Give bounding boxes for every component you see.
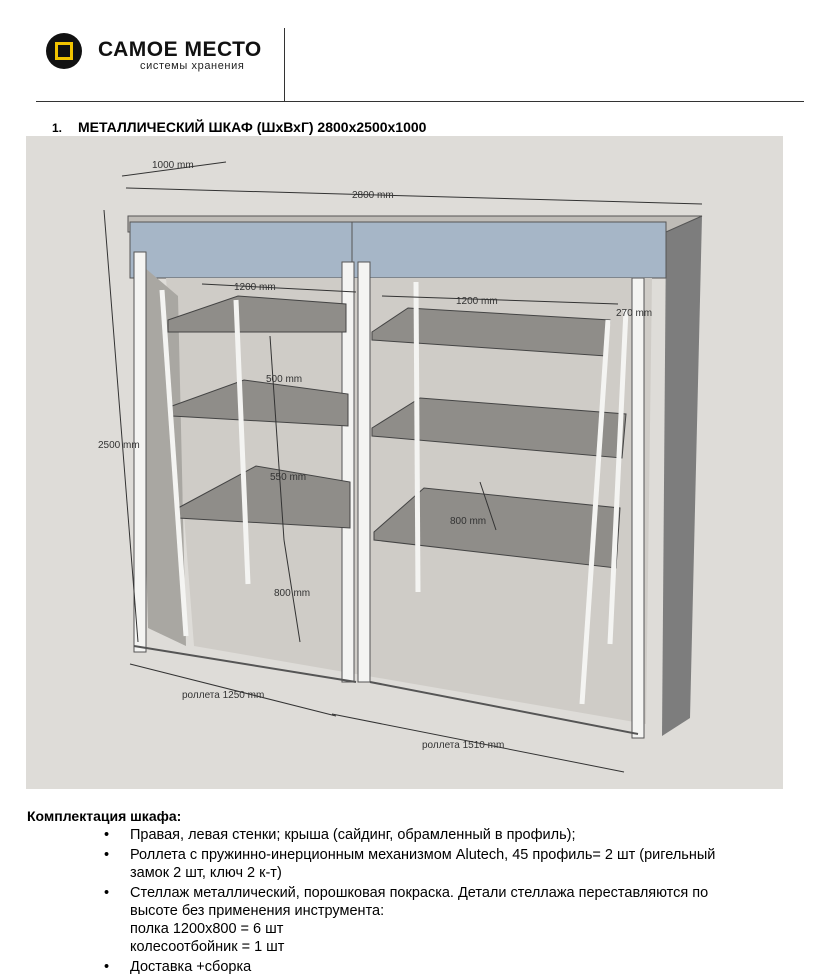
cabinet-drawing [26, 136, 783, 789]
page-header [0, 0, 837, 104]
spec-item-line: полка 1200х800 = 6 шт [130, 921, 284, 937]
section-heading [52, 119, 426, 135]
spec-item-line: Роллета с пружинно-инерционным механизмом Alutech, 45 профиль= 2 шт (ригельный [130, 847, 716, 863]
front-frame-left [134, 252, 146, 652]
spec-item-line: Стеллаж металлический, порошковая покраска. Детали стеллажа переставляются по [130, 885, 709, 901]
bullet: • [104, 959, 110, 975]
rack-post [416, 282, 418, 592]
spec-item [0, 884, 810, 956]
bullet: • [104, 885, 110, 901]
side-depth-dimension: 270 mm [616, 308, 653, 319]
spec-title: Комплектация шкафа: [27, 808, 182, 824]
width-dimension: 2800 mm [352, 190, 394, 201]
bullet: • [104, 827, 110, 843]
header-horizontal-divider [36, 101, 804, 102]
spec-item-line: Доставка +сборка [130, 959, 252, 975]
heading-title: МЕТАЛЛИЧЕСКИЙ ШКАФ (ШхВхГ) 2800х2500х1000 [78, 119, 427, 135]
bottom-gap-right-dimension: 800 mm [450, 516, 487, 527]
right-shelf-width-dimension: 1200 mm [456, 296, 498, 307]
header-vertical-divider [284, 28, 285, 102]
front-frame-center-2 [358, 262, 370, 682]
cabinet-drawing-svg [26, 136, 783, 789]
right-roller-dimension: роллета 1510 mm [422, 740, 505, 751]
height-dimension: 2500 mm [98, 440, 140, 451]
spec-item [0, 958, 810, 976]
spec-item-line: Правая, левая стенки; крыша (сайдинг, обрамленный в профиль); [130, 827, 576, 843]
spec-item-line: высоте без применения инструмента: [130, 903, 385, 919]
heading-number: 1. [52, 121, 63, 135]
depth-dimension: 1000 mm [152, 160, 194, 171]
bottom-gap-left-dimension: 800 mm [274, 588, 311, 599]
logo-name: САМОЕ МЕСТО [98, 38, 262, 61]
logo-subtitle: системы хранения [140, 60, 245, 72]
left-shelf-width-dimension: 1200 mm [234, 282, 276, 293]
front-frame-right [632, 278, 644, 738]
bullet: • [104, 847, 110, 863]
spec-item [0, 846, 810, 882]
square-in-circle-logo-icon [46, 33, 82, 69]
spec-item [0, 826, 810, 844]
front-top-panel [130, 222, 666, 278]
spec-list [0, 826, 810, 976]
spec-item-line: колесоотбойник = 1 шт [130, 939, 285, 955]
left-roller-dimension: роллета 1250 mm [182, 690, 265, 701]
shelf-gap-1-dimension: 500 mm [266, 374, 303, 385]
shelf-gap-2-dimension: 550 mm [270, 472, 307, 483]
spec-item-line: замок 2 шт, ключ 2 к-т) [130, 865, 282, 881]
right-side-wall [662, 216, 702, 736]
